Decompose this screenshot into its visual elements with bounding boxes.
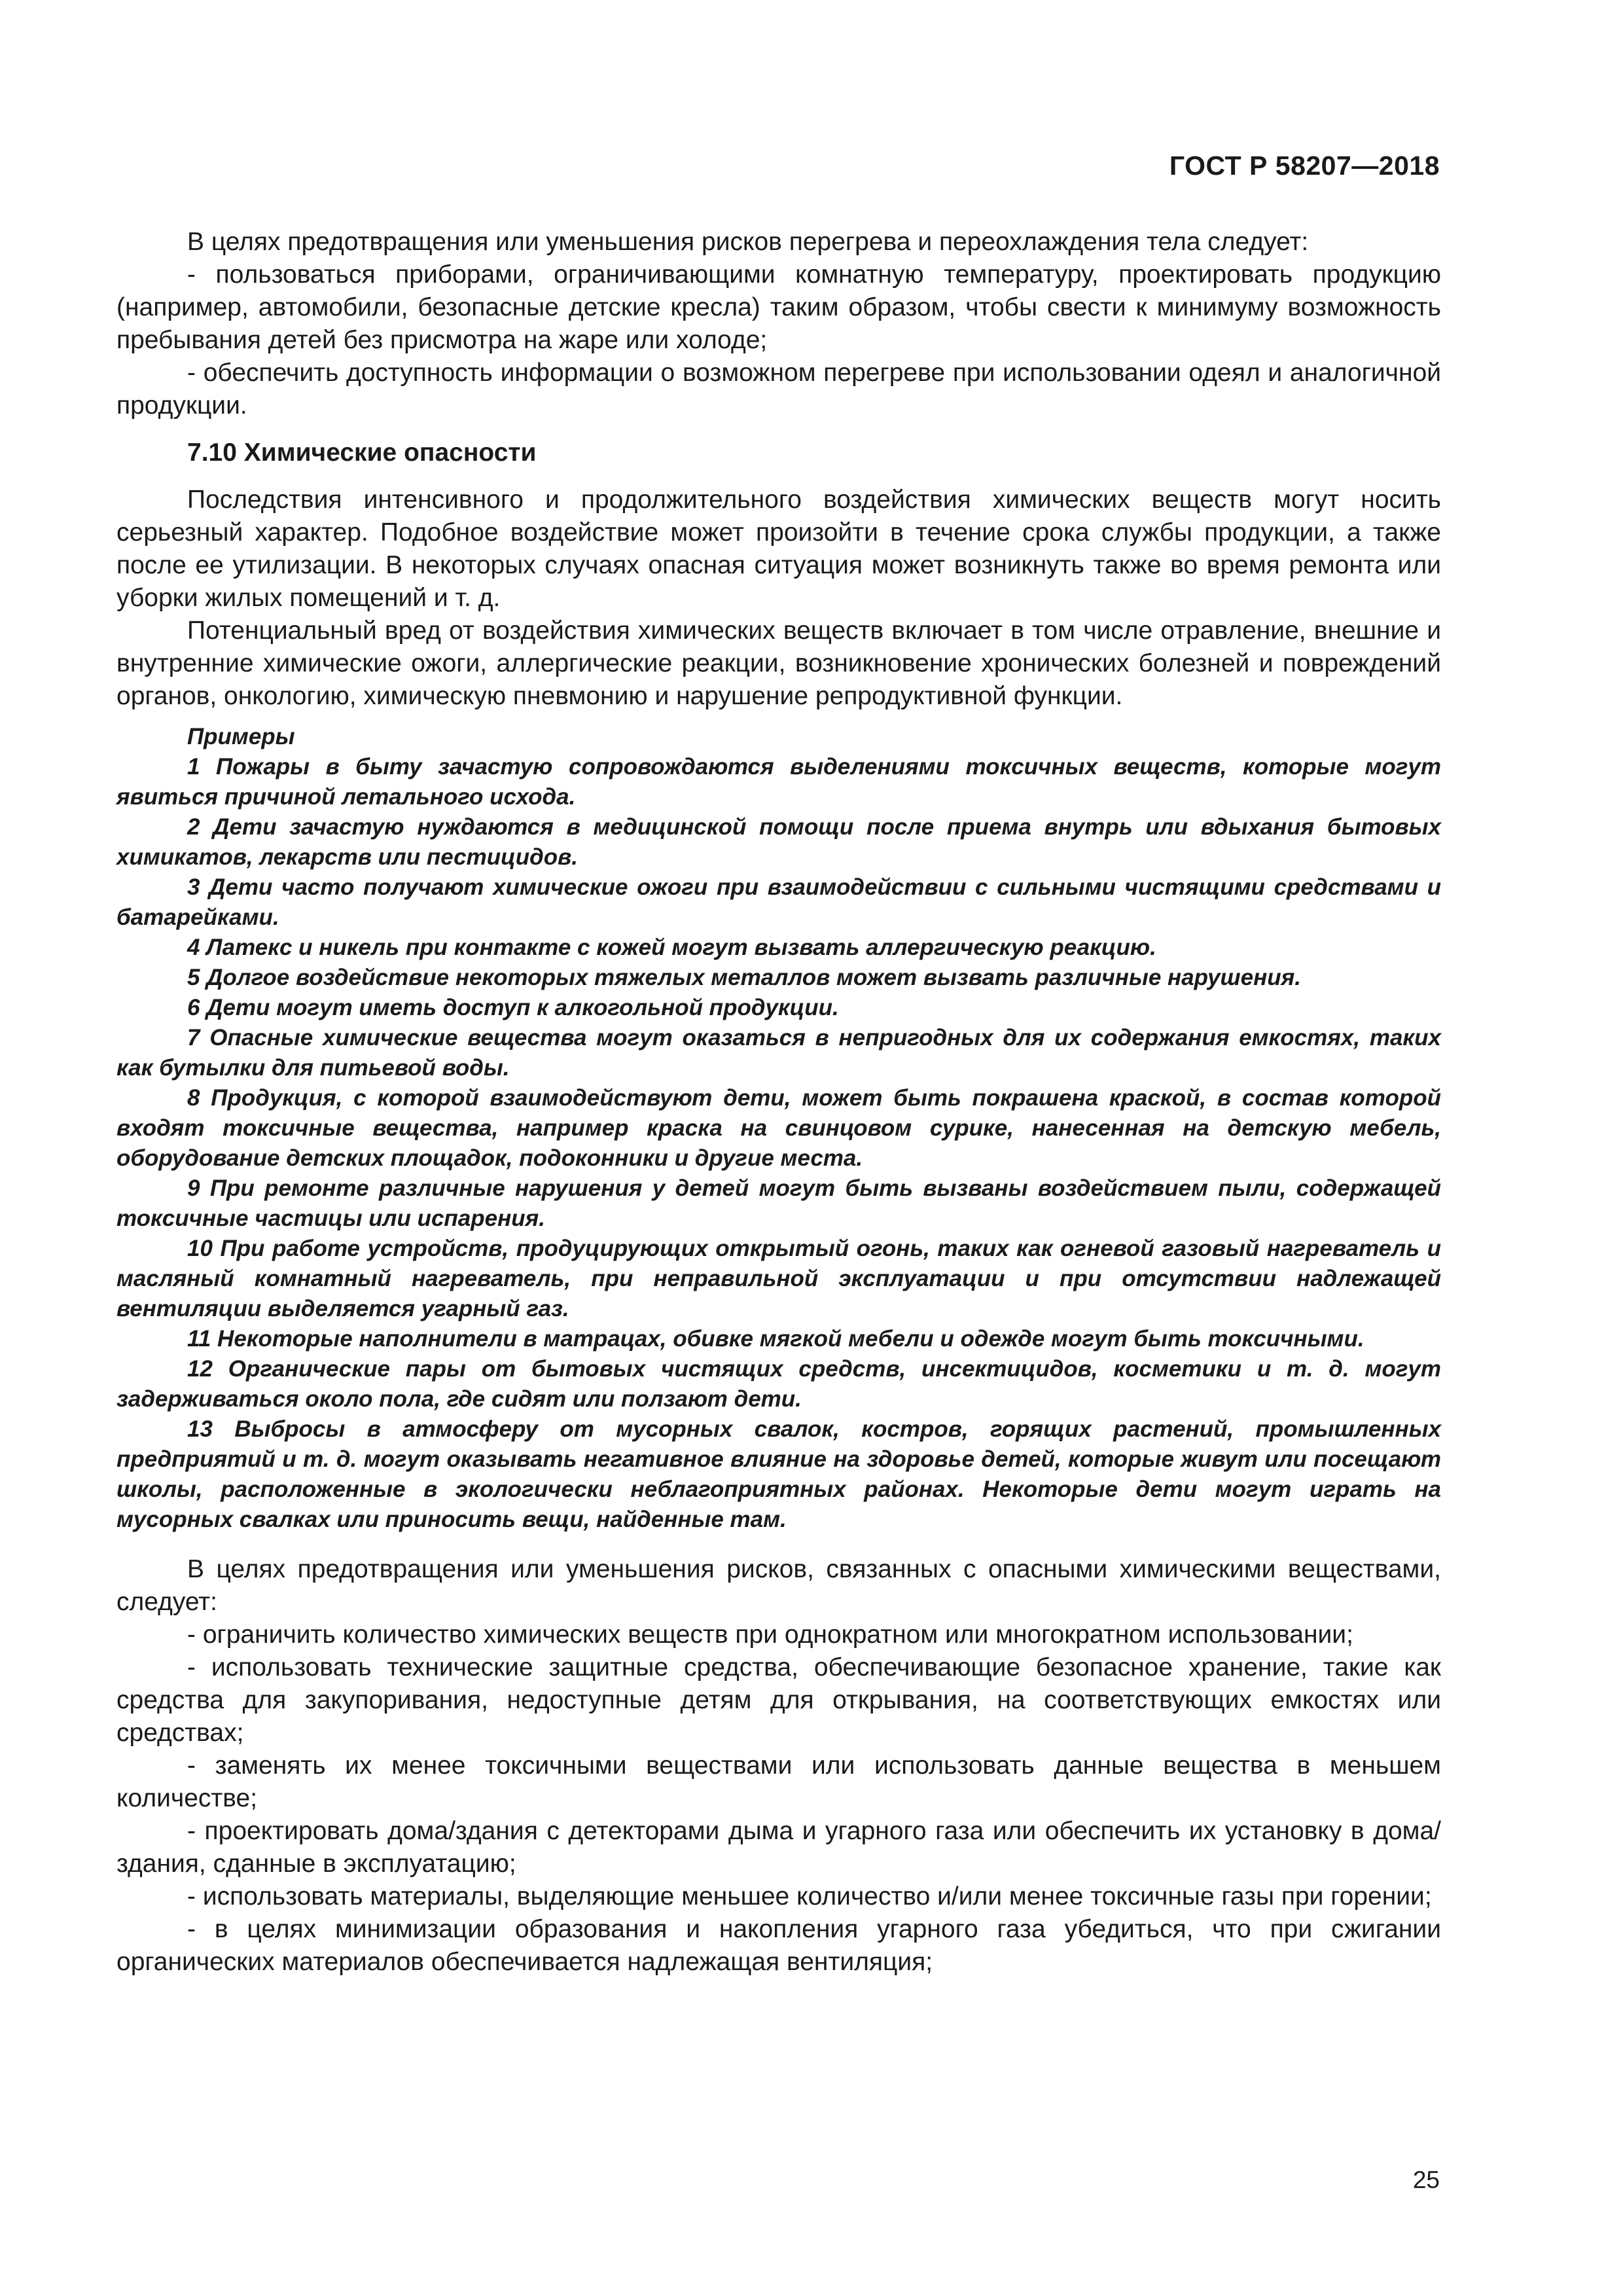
intro-item: - обеспечить доступность информации о возможном перегреве при использовании одеял и аналогичной продукции. [116,359,1441,420]
examples-block [116,722,1441,1535]
example-item: 12 Органические пары от бытовых чистящих средств, инсектицидов, косметики и т. д. могут задерживаться около пола, где сидят или ползают дети. [116,1356,1441,1412]
example-item: 11 Некоторые наполнители в матрацах, обивке мягкой мебели и одежде могут быть токсичными. [187,1326,1364,1352]
page-content [116,226,1441,1979]
section-paragraph: Потенциальный вред от воздействия химических веществ включает в том числе отравление, внешние и внутренние химические ожоги, аллергические реакции, возникновение хронических болезней и повреждений органов, онкологию, химическую пневмонию и нарушение репродуктивной функции. [116,617,1441,710]
example-item: 2 Дети зачастую нуждаются в медицинской помощи после приема внутрь или вдыхания бытовых химикатов, лекарств или пестицидов. [116,814,1441,870]
measures-item: - использовать материалы, выделяющие меньшее количество и/или менее токсичные газы при горении; [187,1882,1432,1910]
measures-item: - проектировать дома/здания с детекторами дыма и угарного газа или обеспечить их установку в дома/здания, сданные в эксплуатацию; [116,1817,1441,1878]
examples-heading: Примеры [187,724,295,749]
measures-item: - ограничить количество химических веществ при однократном или многократном использовании; [187,1621,1353,1649]
document-code-header: ГОСТ Р 58207—2018 [1169,151,1440,181]
example-item: 13 Выбросы в атмосферу от мусорных свалок, костров, горящих растений, промышленных предприятий и т. д. могут оказывать негативное влияние на здоровье детей, которые живут или посещают школы, расположенные в экологически неблагоприятных районах. Некоторые дети могут играть на мусорных свалках или приносить вещи, найденные там. [116,1416,1441,1532]
intro-item: - пользоваться приборами, ограничивающими комнатную температуру, проектировать продукцию (например, автомобили, безопасные детские кресла) таким образом, чтобы свести к минимуму возможность пребывания детей без присмотра на жаре или холоде; [116,260,1441,354]
example-item: 1 Пожары в быту зачастую сопровождаются выделениями токсичных веществ, которые могут явиться причиной летального исхода. [116,754,1441,810]
measures-item: - в целях минимизации образования и накопления угарного газа убедиться, что при сжигании органических материалов обеспечивается надлежащая вентиляция; [116,1915,1441,1976]
spacer [116,1535,1441,1553]
example-item: 9 При ремонте различные нарушения у детей могут быть вызваны воздействием пыли, содержащей токсичные частицы или испарения. [116,1175,1441,1231]
example-item: 5 Долгое воздействие некоторых тяжелых металлов может вызвать различные нарушения. [187,965,1301,990]
example-item: 6 Дети могут иметь доступ к алкогольной продукции. [187,995,839,1020]
measures-lead: В целях предотвращения или уменьшения рисков, связанных с опасными химическими веществами, следует: [116,1555,1441,1616]
example-item: 7 Опасные химические вещества могут оказаться в непригодных для их содержания емкостях, таких как бутылки для питьевой воды. [116,1025,1441,1081]
measures-item: - заменять их менее токсичными веществами или использовать данные вещества в меньшем количестве; [116,1751,1441,1812]
measures-item: - использовать технические защитные средства, обеспечивающие безопасное хранение, такие как средства для закупоривания, недоступные детям для открывания, на соответствующих емкостях или средствах; [116,1653,1441,1747]
example-item: 4 Латекс и никель при контакте с кожей могут вызвать аллергическую реакцию. [187,935,1156,960]
example-item: 10 При работе устройств, продуцирующих открытый огонь, таких как огневой газовый нагреватель и масляный комнатный нагреватель, при неправильной эксплуатации и при отсутствии надлежащей вентиляции выделяется угарный газ. [116,1236,1441,1321]
section-paragraph: Последствия интенсивного и продолжительного воздействия химических веществ могут носить серьезный характер. Подобное воздействие может произойти в течение срока службы продукции, а также после ее утилизации. В некоторых случаях опасная ситуация может возникнуть также во время ремонта или уборки жилых помещений и т. д. [116,486,1441,612]
page-number: 25 [1412,2166,1440,2193]
example-item: 8 Продукция, с которой взаимодействуют дети, может быть покрашена краской, в состав которой входят токсичные вещества, например краска на свинцовом сурике, нанесенная на детскую мебель, оборудование детских площадок, подоконники и другие места. [116,1085,1441,1171]
intro-lead: В целях предотвращения или уменьшения рисков перегрева и переохлаждения тела следует: [187,228,1309,256]
example-item: 3 Дети часто получают химические ожоги при взаимодействии с сильными чистящими средствами и батарейками. [116,874,1441,930]
section-title: 7.10 Химические опасности [187,439,537,467]
